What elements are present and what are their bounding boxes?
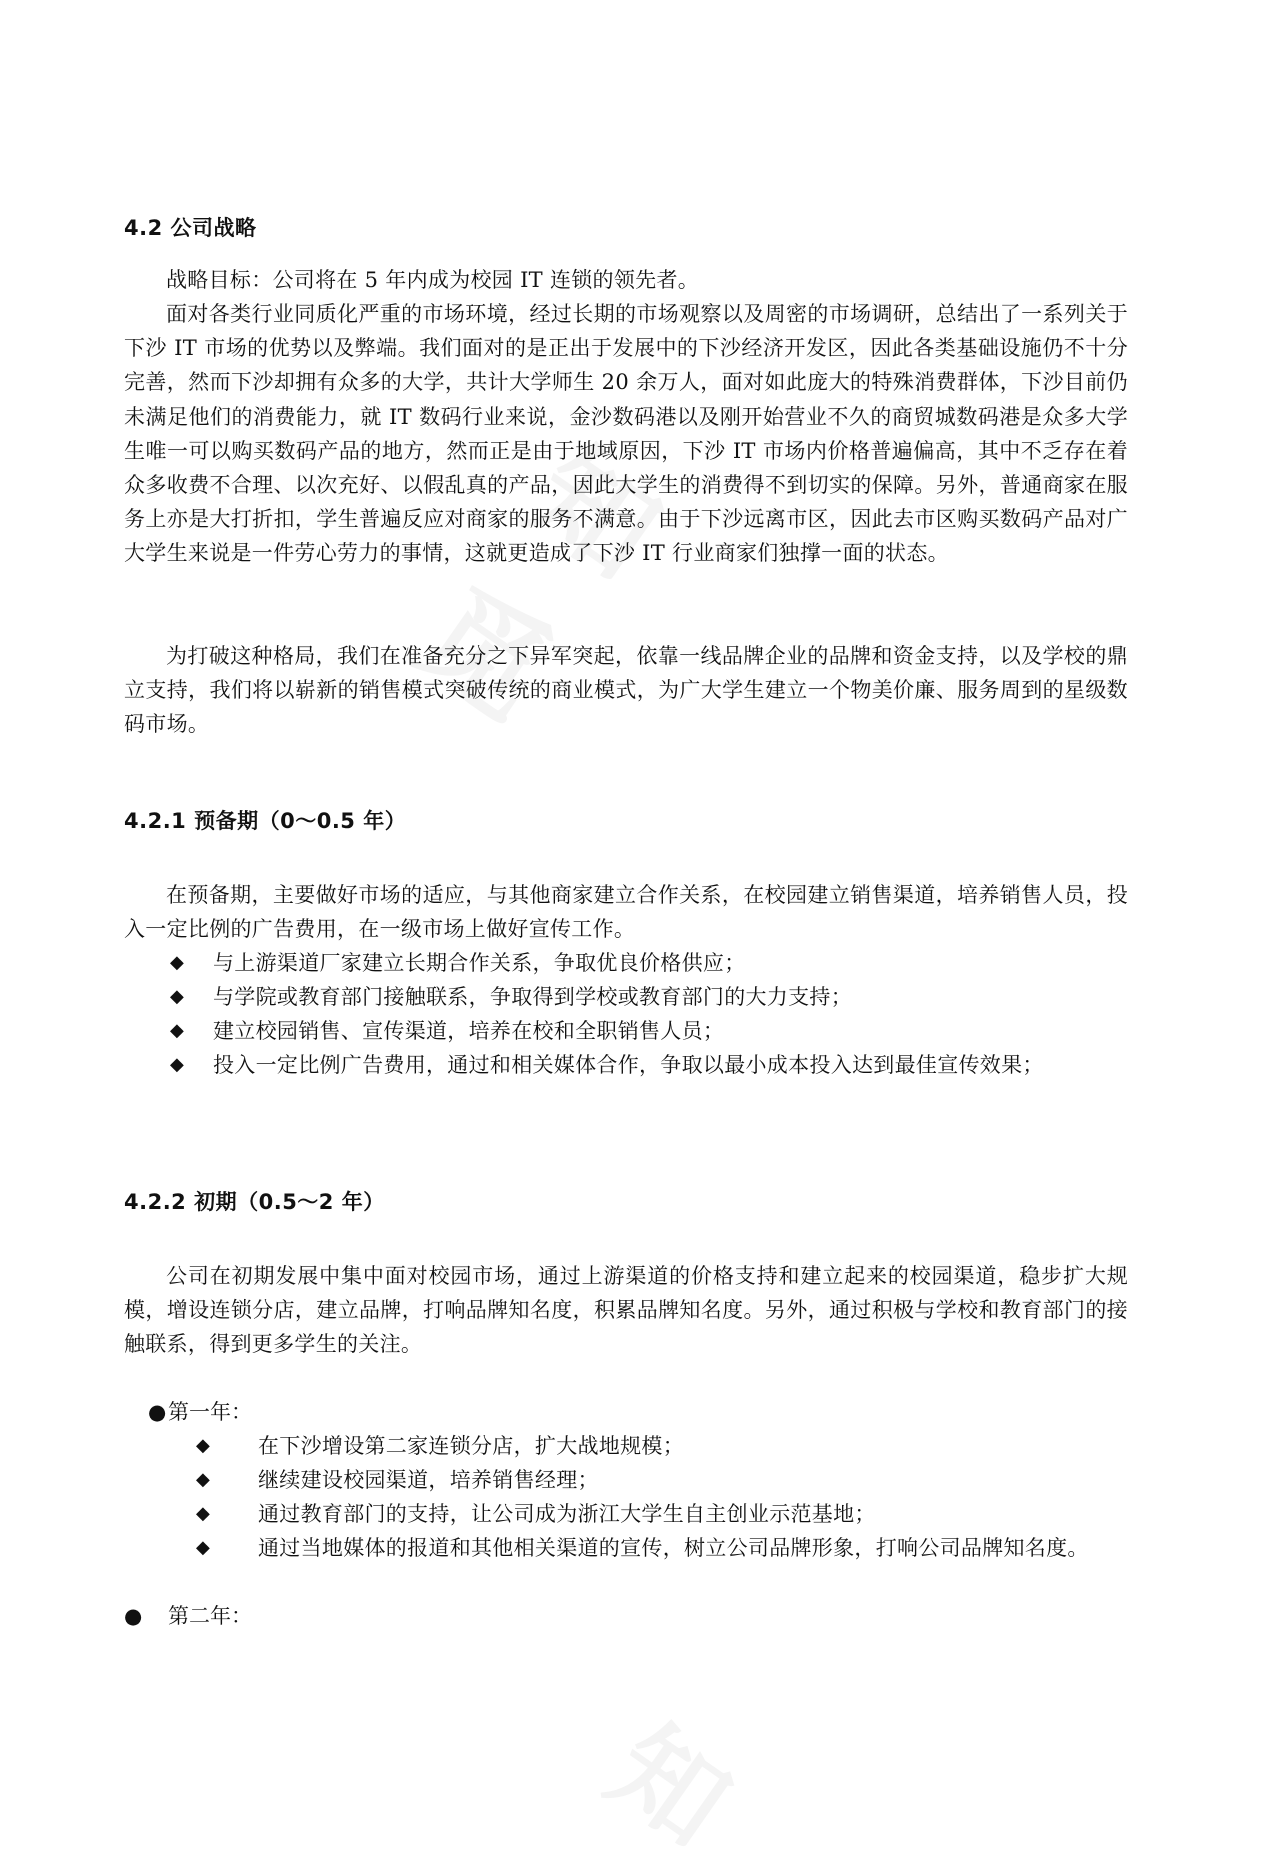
dot-bullet-icon: ● xyxy=(148,1400,167,1424)
list-item-text: 与学院或教育部门接触联系，争取得到学校或教育部门的大力支持； xyxy=(213,985,852,1009)
diamond-bullet-icon: ◆ xyxy=(170,952,184,973)
watermark xyxy=(585,1683,766,1875)
list-item-text: 与上游渠道厂家建立长期合作关系，争取优良价格供应； xyxy=(213,951,746,975)
diamond-bullet-icon: ◆ xyxy=(196,1469,210,1490)
paragraph-early-intro: 公司在初期发展中集中面对校园市场，通过上游渠道的价格支持和建立起来的校园渠道，稳步扩大规模，增设连锁分店，建立品牌，打响品牌知名度，积累品牌知名度。另外，通过积极与学校和教育部门的接触联系，得到更多学生的关注。 xyxy=(124,1264,1128,1357)
diamond-bullet-icon: ◆ xyxy=(196,1537,210,1558)
diamond-bullet-icon: ◆ xyxy=(196,1503,210,1524)
paragraph-prep-intro: 在预备期，主要做好市场的适应，与其他商家建立合作关系，在校园建立销售渠道，培养销售人员，投入一定比例的广告费用，在一级市场上做好宣传工作。 xyxy=(124,883,1128,942)
list-item-text: 在下沙增设第二家连锁分店，扩大战地规模； xyxy=(258,1434,684,1458)
year-two-label: 第二年： xyxy=(168,1604,252,1628)
year-one-label: 第一年： xyxy=(168,1400,252,1424)
paragraph-break-pattern: 为打破这种格局，我们在准备充分之下异军突起，依靠一线品牌企业的品牌和资金支持，以及学校的鼎立支持，我们将以崭新的销售模式突破传统的商业模式，为广大学生建立一个物美价廉、服务周到的星级数码市场。 xyxy=(124,644,1128,737)
list-item-text: 继续建设校园渠道，培养销售经理； xyxy=(258,1468,599,1492)
diamond-bullet-icon: ◆ xyxy=(196,1435,210,1456)
diamond-bullet-icon: ◆ xyxy=(170,986,184,1007)
dot-bullet-icon: ● xyxy=(124,1604,143,1628)
paragraph-strategy-goal: 战略目标：公司将在 5 年内成为校园 IT 连锁的领先者。 xyxy=(166,268,700,292)
paragraph-market-analysis: 面对各类行业同质化严重的市场环境，经过长期的市场观察以及周密的市场调研，总结出了一系列关于下沙 IT 市场的优势以及弊端。我们面对的是正出于发展中的下沙经济开发区，因此各类基础设施仍不十分完善，然而下沙却拥有众多的大学，共计大学师生 20 余万人，面对如此庞大的特殊消费群体，下沙目前仍未满足他们的消费能力，就 IT 数码行业来说，金沙数码港以及刚开始营业不久的商贸城数码港是众多大学生唯一可以购买数码产品的地方，然而正是由于地域原因，下沙 IT 市场内价格普遍偏高，其中不乏存在着众多收费不合理、以次充好、以假乱真的产品，因此大学生的消费得不到切实的保障。另外，普通商家在服务上亦是大打折扣，学生普遍反应对商家的服务不满意。由于下沙远离市区，因此去市区购买数码产品对广大学生来说是一件劳心劳力的事情，这就更造成了下沙 IT 行业商家们独撑一面的状态。 xyxy=(124,302,1128,566)
section-heading-4-2-2: 4.2.2 初期（0.5～2 年） xyxy=(124,1190,385,1214)
list-item-text: 通过当地媒体的报道和其他相关渠道的宣传，树立公司品牌形象，打响公司品牌知名度。 xyxy=(258,1536,1089,1560)
list-item-text: 通过教育部门的支持，让公司成为浙江大学生自主创业示范基地； xyxy=(258,1502,876,1526)
diamond-bullet-icon: ◆ xyxy=(170,1054,184,1075)
list-item-text: 建立校园销售、宣传渠道，培养在校和全职销售人员； xyxy=(213,1019,725,1043)
section-heading-4-2-1: 4.2.1 预备期（0～0.5 年） xyxy=(124,809,407,833)
section-heading-4-2: 4.2 公司战略 xyxy=(124,216,257,240)
list-item-text: 投入一定比例广告费用，通过和相关媒体合作，争取以最小成本投入达到最佳宣传效果； xyxy=(213,1053,1044,1077)
diamond-bullet-icon: ◆ xyxy=(170,1020,184,1041)
